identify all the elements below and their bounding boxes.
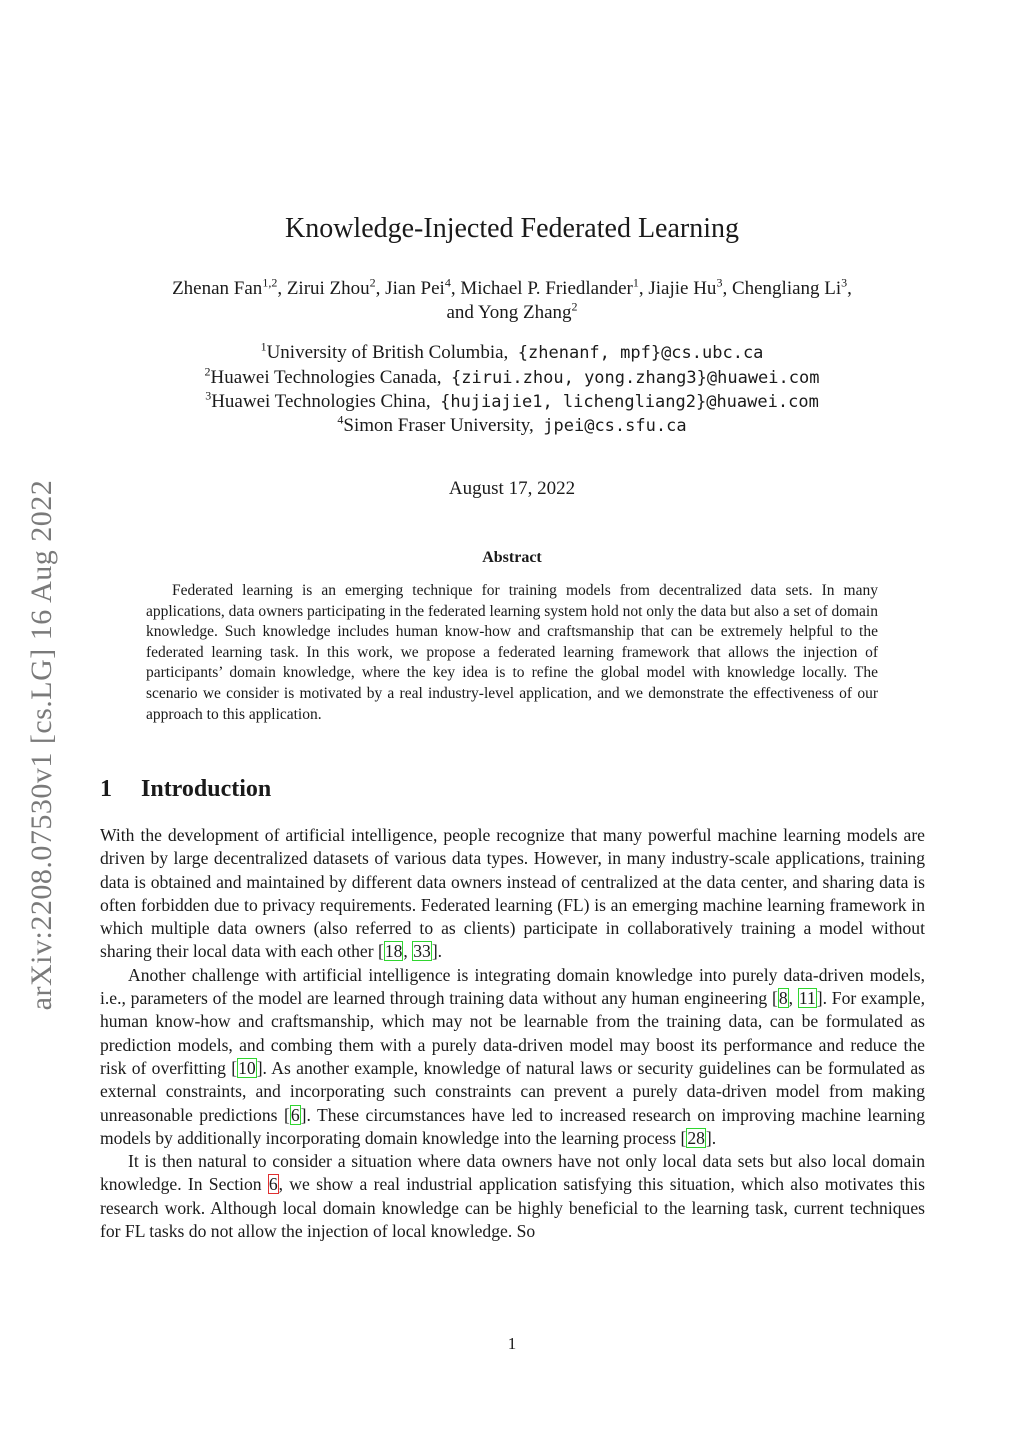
introduction-body [100, 824, 925, 1243]
citation-link[interactable]: 28 [687, 1127, 705, 1148]
author-affiliation-mark: 3 [716, 275, 723, 290]
affiliation-name: Huawei Technologies China, [211, 391, 431, 412]
author-affiliation-mark: 2 [571, 299, 578, 314]
abstract-body: Federated learning is an emerging technique for training models from decentralized data sets. In many applications, data owners participating in the federated learning system hold not only the data but also a set of domain knowledge. Such knowledge includes human know-how and craftsmanship that can be extremely helpful to the federated learning task. In this work, we propose a federated learning framework that allows the injection of participants’ domain knowledge, where the key idea is to refine the global model with knowledge locally. The scenario we consider is motivated by a real industry-level application, and we demonstrate the effectiveness of our approach to this application. [146, 582, 878, 723]
author-affiliation-mark: 3 [841, 275, 848, 290]
paragraph: Another challenge with artificial intelligence is integrating domain knowledge into purely data-driven models, i.e., parameters of the model are learned through training data without any human engineering [8, 11]. For example, human know-how and craftsmanship, which may not be learnable from the training data, can be formulated as prediction models, and combing them with a purely data-driven model may boost its performance and reduce the risk of overfitting [10]. As another example, knowledge of natural laws or security guidelines can be formulated as external constraints, and incorporating such constraints can prevent a purely data-driven model from making unreasonable predictions [6]. These circumstances have led to increased research on improving machine learning models by additionally incorporating domain knowledge into the learning process [28]. [100, 964, 925, 1148]
citation-link[interactable]: 10 [238, 1057, 256, 1078]
author-affiliation-mark: 1,2 [262, 275, 278, 290]
section-reference-link[interactable]: 6 [268, 1174, 278, 1195]
affiliation-email[interactable]: {hujiajie1, lichengliang2}@huawei.com [440, 392, 819, 412]
citation-link[interactable]: 33 [413, 941, 431, 962]
affiliation-line [0, 412, 1024, 437]
affiliation-name: University of British Columbia, [266, 342, 509, 363]
affiliation-mark: 4 [337, 412, 344, 427]
paragraph: It is then natural to consider a situation where data owners have not only local data sets but also local domain knowledge. In Section 6, we show a real industrial application satisfying this situation, which also motivates this research work. Although local domain knowledge can be highly beneficial to the learning task, current techniques for FL tasks do not allow the injection of local knowledge. So [100, 1151, 926, 1242]
citation-link[interactable]: 8 [778, 988, 788, 1009]
paper-title: Knowledge-Injected Federated Learning [284, 213, 739, 244]
citation-link[interactable]: 18 [384, 941, 403, 962]
affiliation-email[interactable]: {zhenanf, mpf}@cs.ubc.ca [517, 343, 764, 363]
citation-link[interactable]: 6 [290, 1104, 300, 1125]
author-affiliation-mark: 1 [632, 275, 639, 290]
affiliation-email[interactable]: {zirui.zhou, yong.zhang3}@huawei.com [451, 368, 820, 388]
affiliation-line [0, 339, 1024, 364]
author-name: Jiajie Hu [648, 278, 717, 299]
author-name: Chengliang Li [731, 278, 842, 299]
paragraph: With the development of artificial intelligence, people recognize that many powerful machine learning models are driven by large decentralized datasets of various data types. However, in many industry-scale applications, training data is obtained and maintained by different data owners instead of centralized at the data center, and sharing data is often forbidden due to privacy requirements. Federated learning (FL) is an emerging machine learning framework in which multiple data owners (also referred to as clients) participate in collaboratively training a model without sharing their local data with each other [18, 33]. [100, 825, 925, 962]
section-heading [100, 776, 271, 803]
page-number: 1 [507, 1334, 517, 1353]
author-name: Yong Zhang [477, 302, 572, 323]
affiliation-email[interactable]: jpei@cs.sfu.ca [543, 416, 687, 436]
author-list: Zhenan Fan$^{1,2}$, Zirui Zhou$^2$, Jian Pei$^4$, Michael P. Friedlander$^1$, Jiajie Hu$^3$, Chengliang Li$^3$, [172, 275, 852, 299]
author-name: Michael P. Friedlander [460, 278, 633, 299]
section-title: Introduction [141, 776, 272, 802]
author-name: Zirui Zhou [286, 278, 370, 299]
author-name: Jian Pei [385, 278, 445, 299]
arxiv-identifier-text: arXiv:2208.07530v1 [cs.LG] 16 Aug 2022 [25, 479, 58, 1011]
author-list-continued: and Yong Zhang$^2$ [446, 299, 578, 323]
publication-date: August 17, 2022 [448, 478, 576, 499]
author-affiliation-mark: 2 [369, 275, 376, 290]
author-name: Zhenan Fan [172, 278, 263, 299]
affiliation-mark: 2 [204, 364, 211, 379]
citation-link[interactable]: 11 [798, 988, 816, 1009]
affiliation-line [0, 364, 1024, 389]
affiliation-mark: 3 [205, 388, 212, 403]
affiliation-line [0, 388, 1024, 413]
affiliation-name: Simon Fraser University, [343, 415, 534, 436]
affiliation-name: Huawei Technologies Canada, [210, 367, 442, 388]
section-number: 1 [100, 776, 112, 802]
author-affiliation-mark: 4 [444, 275, 451, 290]
affiliation-mark: 1 [260, 339, 267, 354]
abstract-heading: Abstract [482, 549, 542, 566]
